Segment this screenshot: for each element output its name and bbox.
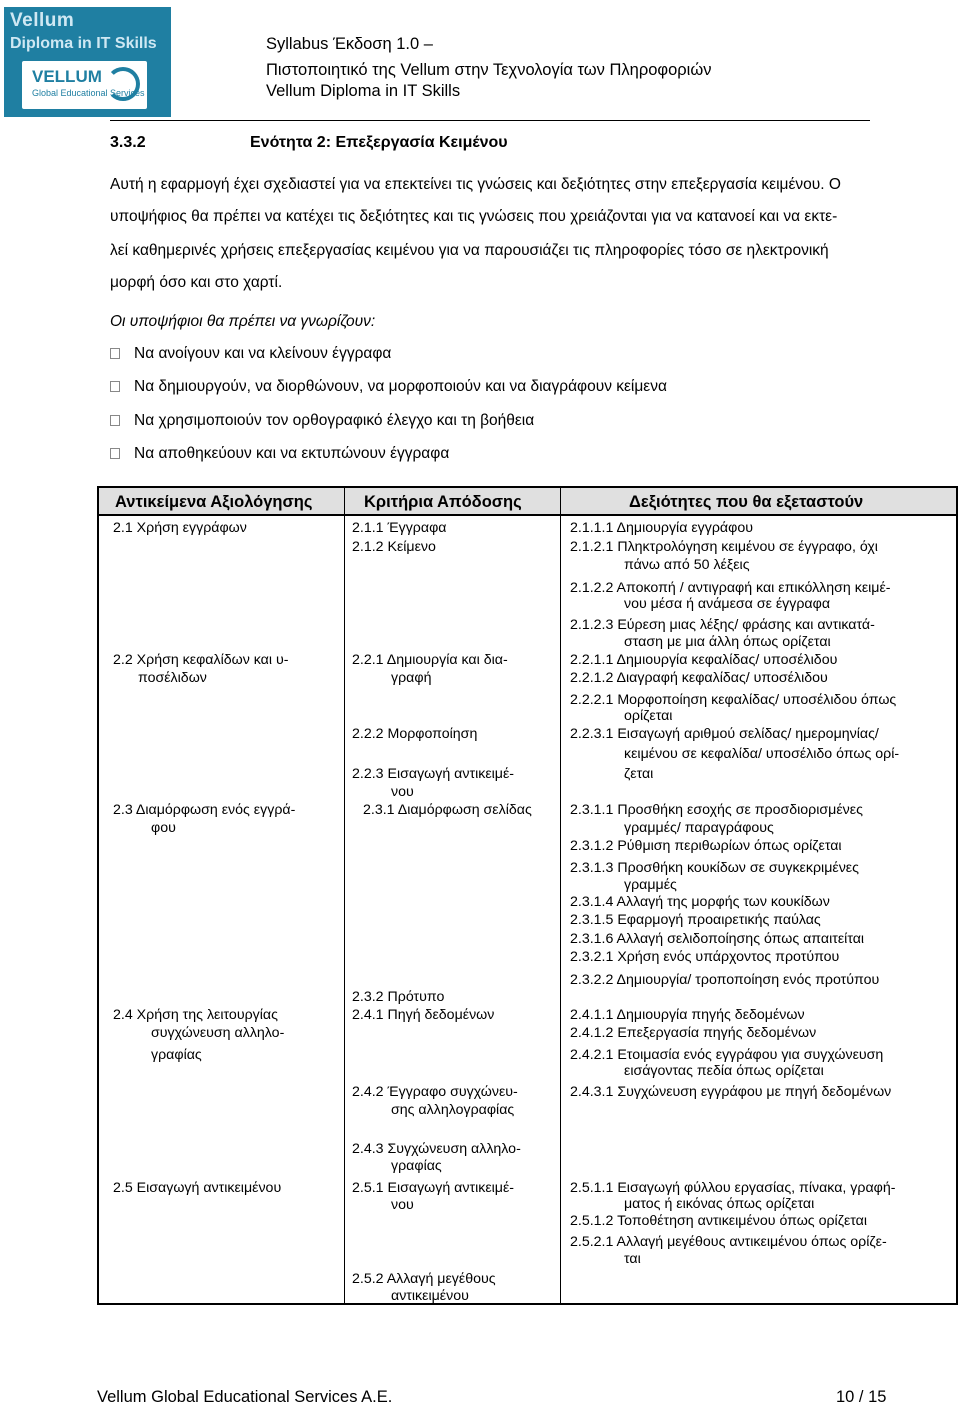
criteria-cell: 2.5.1 Εισαγωγή αντικειμέ-: [352, 1180, 515, 1196]
criteria-cell: αντικειμένου: [391, 1288, 469, 1304]
objective-cell: 2.1 Χρήση εγγράφων: [113, 520, 247, 536]
skill-cell: 2.3.1.4 Αλλαγή της μορφής των κουκίδων: [570, 894, 830, 910]
bullet-box-icon: [110, 381, 120, 392]
intro-line: Αυτή η εφαρμογή έχει σχεδιαστεί για να επεκτείνει τις γνώσεις και δεξιότητες στην επεξεργασία κειμένου. Ο: [110, 176, 841, 193]
intro-line: υποψήφιος θα πρέπει να κατέχει τις δεξιότητες και τις γνώσεις που χρειάζονται για να κατανοεί και να εκτε-: [110, 208, 838, 225]
criteria-cell: 2.3.2 Πρότυπο: [352, 989, 445, 1005]
header-syllabus: Syllabus Έκδοση 1.0 –: [266, 35, 433, 53]
table-header-criteria: Κριτήρια Απόδοσης: [364, 493, 522, 511]
table-header-row: [99, 488, 956, 516]
skill-cell: σταση με μια άλλη όπως ορίζεται: [624, 634, 831, 650]
criteria-cell: γραφίας: [391, 1158, 442, 1174]
objective-cell: 2.4 Χρήση της λειτουργίας: [113, 1007, 278, 1023]
bullet-box-icon: [110, 448, 120, 459]
skill-cell: γραμμές: [624, 877, 677, 893]
objective-cell: 2.3 Διαμόρφωση ενός εγγρά-: [113, 802, 296, 818]
criteria-cell: 2.4.1 Πηγή δεδομένων: [352, 1007, 495, 1023]
logo-title: Vellum: [10, 10, 75, 31]
criteria-cell: σης αλληλογραφίας: [391, 1102, 515, 1118]
criteria-cell: 2.4.3 Συγχώνευση αλληλο-: [352, 1141, 521, 1157]
skill-cell: 2.3.1.2 Ρύθμιση περιθωρίων όπως ορίζεται: [570, 838, 842, 854]
logo-tagline: Global Educational Services: [32, 88, 145, 98]
footer-page-number: 10 / 15: [836, 1388, 887, 1405]
criteria-cell: 2.2.1 Δημιουργία και δια-: [352, 652, 508, 668]
criteria-cell: νου: [391, 784, 414, 800]
header-certificate: Πιστοποιητικό της Vellum στην Τεχνολογία των Πληροφοριών: [266, 61, 712, 79]
skill-cell: εισάγοντας πεδία όπως ορίζεται: [624, 1063, 824, 1079]
skill-cell: 2.4.1.1 Δημιουργία πηγής δεδομένων: [570, 1007, 805, 1023]
bullet-item: [110, 345, 391, 363]
skill-cell: 2.1.2.2 Αποκοπή / αντιγραφή και επικόλληση κειμέ-: [570, 580, 891, 596]
footer-company: Vellum Global Educational Services A.E.: [97, 1388, 393, 1405]
skill-cell: 2.2.2.1 Μορφοποίηση κεφαλίδας/ υποσέλιδου όπως: [570, 692, 897, 708]
criteria-cell: 2.2.2 Μορφοποίηση: [352, 726, 478, 742]
skill-cell: 2.3.1.3 Προσθήκη κουκίδων σε συγκεκριμένες: [570, 860, 859, 876]
skill-cell: 2.2.3.1 Εισαγωγή αριθμού σελίδας/ ημερομηνίας/: [570, 726, 879, 742]
bullet-text: Να αποθηκεύουν και να εκτυπώνουν έγγραφα: [134, 445, 450, 462]
table-header-skills: Δεξιότητες που θα εξεταστούν: [629, 493, 864, 511]
section-number: 3.3.2: [110, 134, 146, 151]
header-divider: [110, 120, 870, 121]
skill-cell: ορίζεται: [624, 708, 673, 724]
skill-cell: 2.5.1.1 Εισαγωγή φύλλου εργασίας, πίνακα, γραφή-: [570, 1180, 896, 1196]
criteria-cell: νου: [391, 1197, 414, 1213]
objective-cell: φου: [151, 820, 176, 836]
skill-cell: ζεται: [624, 766, 654, 782]
objective-cell: συγχώνευση αλληλο-: [151, 1025, 285, 1041]
skill-cell: 2.2.1.1 Δημιουργία κεφαλίδας/ υποσέλιδου: [570, 652, 838, 668]
objective-cell: 2.5 Εισαγωγή αντικειμένου: [113, 1180, 282, 1196]
column-divider: [560, 488, 561, 1303]
header-diploma: Vellum Diploma in IT Skills: [266, 82, 461, 100]
column-divider: [344, 488, 345, 1303]
intro-line: μορφή όσο και στο χαρτί.: [110, 274, 283, 291]
skill-cell: 2.3.1.5 Εφαρμογή προαιρετικής παύλας: [570, 912, 821, 928]
criteria-cell: 2.4.2 Έγγραφο συγχώνευ-: [352, 1084, 518, 1100]
skill-cell: κειμένου σε κεφαλίδα/ υποσέλιδο όπως ορί-: [624, 746, 900, 762]
skill-cell: 2.1.1.1 Δημιουργία εγγράφου: [570, 520, 753, 536]
skill-cell: 2.3.1.1 Προσθήκη εσοχής σε προσδιορισμένες: [570, 802, 863, 818]
objective-cell: γραφίας: [151, 1047, 202, 1063]
skill-cell: 2.1.2.3 Εύρεση μιας λέξης/ φράσης και αντικατά-: [570, 617, 875, 633]
skill-cell: 2.4.2.1 Ετοιμασία ενός εγγράφου για συγχώνευση: [570, 1047, 884, 1063]
vellum-logo: [4, 7, 171, 117]
candidates-heading: Οι υποψήφιοι θα πρέπει να γνωρίζουν:: [110, 313, 376, 330]
skill-cell: ματος ή εικόνας όπως ορίζεται: [624, 1196, 815, 1212]
skill-cell: 2.3.2.1 Χρήση ενός υπάρχοντος προτύπου: [570, 949, 840, 965]
skill-cell: γραμμές/ παραγράφους: [624, 820, 774, 836]
criteria-cell: γραφή: [391, 670, 432, 686]
skill-cell: 2.2.1.2 Διαγραφή κεφαλίδας/ υποσέλιδου: [570, 670, 828, 686]
logo-badge: [22, 61, 147, 109]
skill-cell: πάνω από 50 λέξεις: [624, 557, 750, 573]
skill-cell: 2.5.1.2 Τοποθέτηση αντικειμένου όπως ορίζεται: [570, 1213, 868, 1229]
logo-subtitle: Diploma in IT Skills: [10, 35, 157, 52]
syllabus-table: [97, 486, 958, 1305]
criteria-cell: 2.2.3 Εισαγωγή αντικειμέ-: [352, 766, 515, 782]
bullet-item: [110, 445, 449, 463]
bullet-text: Να ανοίγουν και να κλείνουν έγγραφα: [134, 345, 392, 362]
bullet-text: Να χρησιμοποιούν τον ορθογραφικό έλεγχο και τη βοήθεια: [134, 412, 535, 429]
skill-cell: 2.4.3.1 Συγχώνευση εγγράφου με πηγή δεδομένων: [570, 1084, 892, 1100]
skill-cell: 2.3.2.2 Δημιουργία/ τροποποίηση ενός προτύπου: [570, 972, 880, 988]
bullet-box-icon: [110, 348, 120, 359]
objective-cell: 2.2 Χρήση κεφαλίδων και υ-: [113, 652, 289, 668]
criteria-cell: 2.1.1 Έγγραφα: [352, 520, 447, 536]
criteria-cell: 2.1.2 Κείμενο: [352, 539, 436, 555]
bullet-item: [110, 378, 667, 396]
criteria-cell: 2.5.2 Αλλαγή μεγέθους: [352, 1271, 496, 1287]
skill-cell: 2.4.1.2 Επεξεργασία πηγής δεδομένων: [570, 1025, 817, 1041]
bullet-text: Να δημιουργούν, να διορθώνουν, να μορφοποιούν και να διαγράφουν κείμενα: [134, 378, 667, 395]
objective-cell: ποσέλιδων: [138, 670, 207, 686]
skill-cell: ται: [624, 1251, 641, 1267]
criteria-cell: 2.3.1 Διαμόρφωση σελίδας: [363, 802, 532, 818]
bullet-item: [110, 412, 534, 430]
intro-line: λεί καθημερινές χρήσεις επεξεργασίας κειμένου για να παρουσιάζει τις πληροφορίες τόσο σε ηλεκτρονική: [110, 242, 829, 259]
section-title: Ενότητα 2: Επεξεργασία Κειμένου: [250, 134, 508, 151]
logo-brand: VELLUM: [32, 67, 102, 86]
table-header-objectives: Αντικείμενα Αξιολόγησης: [115, 493, 313, 511]
skill-cell: 2.1.2.1 Πληκτρολόγηση κειμένου σε έγγραφο, όχι: [570, 539, 878, 555]
skill-cell: νου μέσα ή ανάμεσα σε έγγραφα: [624, 596, 831, 612]
skill-cell: 2.5.2.1 Αλλαγή μεγέθους αντικειμένου όπως ορίζε-: [570, 1234, 887, 1250]
skill-cell: 2.3.1.6 Αλλαγή σελιδοποίησης όπως απαιτείται: [570, 931, 865, 947]
bullet-box-icon: [110, 415, 120, 426]
